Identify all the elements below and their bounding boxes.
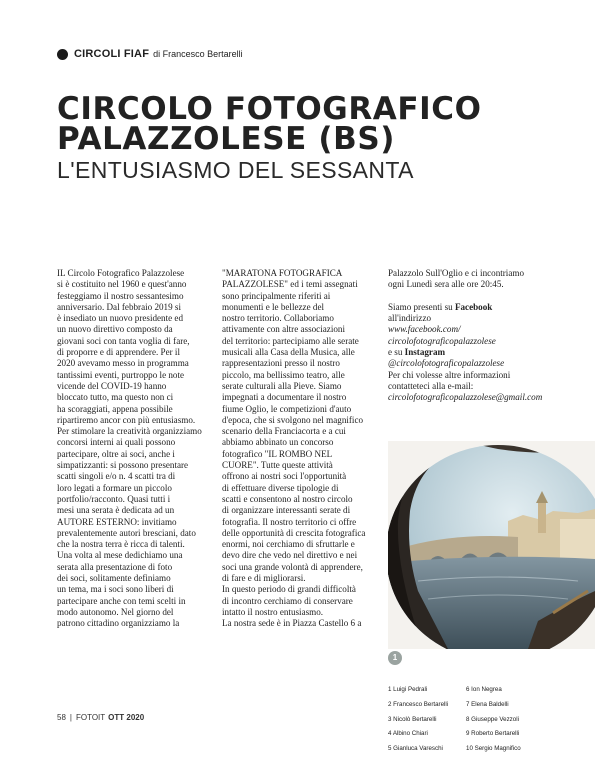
body-column-3 [388,268,558,404]
footer-separator: | [69,713,72,722]
article-title [57,91,537,157]
body-text-line: fiume Oglio, le competizioni d'auto [222,403,352,414]
body-text-line: simpatizzanti: si possono presentare [57,460,189,471]
credits-right-column [466,680,521,760]
bridge-river-photo [388,441,595,649]
body-text-line: "MARATONA FOTOGRAFICA [222,268,343,278]
presence-text: Siamo presenti su [388,301,455,312]
bullet-icon [57,49,68,60]
body-text-line: d'epoca, che si svolgono nel magnifico [222,414,364,425]
facebook-url[interactable]: www.facebook.com/ [388,324,461,335]
body-text-line: La nostra sede è in Piazza Castello 6 a [222,618,362,629]
info-line-1: Per chi volesse altre informazioni [388,369,511,380]
instagram-line [388,347,558,358]
body-text-line: intatto il nostro entusiasmo. [222,606,324,617]
body-text-line: serata alla presentazione di foto [57,561,173,572]
body-text-line: CUORE". Tutte queste attività [222,460,333,471]
article-subtitle: L'ENTUSIASMO DEL SESSANTA [57,157,414,183]
body-text-line: IL Circolo Fotografico Palazzolese [57,268,185,278]
info-line-2: contatteteci alla e-mail: [388,380,474,391]
body-text-line: di incontro cerchiamo di conservare [222,595,353,606]
body-text-line: di organizzare interessanti serate di [222,505,351,516]
body-text-line: di fare e di migliorarsi. [222,573,306,584]
body-text-line: attivamente con altre associazioni [222,324,345,335]
page-number: 58 [57,713,66,722]
body-text-line: loro legati a formare un piccolo [57,482,172,493]
body-text-line: ha scoraggiati, appena possibile [57,403,173,414]
body-text-line: rappresentazioni presso il nostro [222,358,340,369]
facebook-line [388,302,558,313]
body-column-1 [57,268,219,630]
credit-entry: 5 Gianluca Vareschi [388,744,443,752]
body-text-line: monumenti e le bellezze del [222,301,325,312]
instagram-handle[interactable]: @circolofotograficopalazzolese [388,358,505,369]
body-text-line: un nuovo direttivo composto da [57,324,173,335]
body-text-line: patrono cittadino organizziamo la [57,618,180,629]
body-text-line: In questo periodo di grandi difficoltà [222,584,356,595]
title-line-1: CIRCOLO FOTOGRAFICO [57,91,482,127]
body-text-line: festeggiamo il nostro sessantesimo [57,290,184,301]
body-text-line: enormi, noi cerchiamo di sfruttarle e [222,539,355,550]
credit-entry: 6 Ion Negrea [466,686,502,694]
credit-entry: 1 Luigi Pedrali [388,686,428,694]
body-text-line: Una volta al mese dedichiamo una [57,550,183,561]
body-text-line: dei soci, solitamente definiamo [57,573,171,584]
body-text-line: anniversario. Dal febbraio 2019 si [57,301,181,312]
body-text-line: piccolo, ma bellissimo teatro, alle [222,369,345,380]
body-text-line: impegnati a documentare il nostro [222,392,347,403]
body-text-line: di proporre e di apprendere. Per il [57,347,180,358]
credits-left-column [388,680,466,760]
body-text-line: fotografico "IL ROMBO NEL [222,448,333,459]
photo-number-badge: 1 [388,651,402,665]
body-text-line: portfolio/racconto. Quasi tutti i [57,493,171,504]
page-footer [57,713,144,722]
body-text-line: Per stimolare la creatività organizziamo [57,426,202,437]
body-text-line: mesi una serata è dedicata ad un [57,505,175,516]
credit-entry: 7 Elena Baldelli [466,700,509,708]
issue-date: OTT 2020 [108,713,145,722]
body-text-line: è insediato un nuovo presidente ed [57,313,184,324]
credit-entry: 4 Albino Chiari [388,730,428,738]
body-text-line: scatti e consentono al nostro circolo [222,493,353,504]
credit-entry: 2 Francesco Bertarelli [388,700,449,708]
body-text-line: bloccato tutto, ma questo non ci [57,392,174,403]
credit-entry: 10 Sergio Magnifico [466,744,521,752]
body-text-line: di effettuare diverse tipologie di [222,482,339,493]
body-text-line: modo autonomo. Nel giorno del [57,606,174,617]
email-link[interactable]: circolofotograficopalazzolese@gmail.com [388,392,543,403]
facebook-handle[interactable]: circolofotograficopalazzolese [388,335,496,346]
body-text-line: partecipare anche con temi scelti in [57,595,186,606]
body-text-line: fotografia. Il nostro territorio ci offre [222,516,357,527]
body-text-line: delle opportunità di crescita fotografica [222,527,366,538]
credit-entry: 9 Roberto Bertarelli [466,730,520,738]
body-text-line: un tema, ma i soci sono liberi di [57,584,174,595]
photo-credits [388,680,578,760]
body-text-line: tantissimi eventi, purtroppo le note [57,369,185,380]
body-text-line: offrono ai nostri soci l'opportunità [222,471,347,482]
body-text-line: PALAZZOLESE" ed i temi assegnati [222,279,358,290]
section-header [57,46,243,62]
body-text-line: del territorio: partecipiamo alle serate [222,335,359,346]
body-text-line: concorsi interni ai quali possono [57,437,176,448]
body-text-line: sono principalmente riferiti ai [222,290,331,301]
body-text-line: che la nostra terra è ricca di talenti. [57,539,185,550]
body-text-line: 2020 avevamo messo in programma [57,358,189,369]
address-label: all'indirizzo [388,313,432,324]
credit-entry: 3 Nicolò Bertarelli [388,715,437,723]
credit-entry: 8 Giuseppe Vezzoli [466,715,519,723]
body-text-line: giovani soci con tanta voglia di fare, [57,335,190,346]
instagram-prefix: e su [388,347,405,358]
body-text-line: scenario della Franciacorta e a cui [222,426,346,437]
body-text-line: devo dire che vedo nel direttivo e nei [222,550,358,561]
instagram-label: Instagram [404,347,446,358]
body-text-line: serate culturali alla Pieve. Siamo [222,380,342,391]
body-text-line: Palazzolo Sull'Oglio e ci incontriamo [388,268,524,278]
body-text-line: prevalentemente autori bresciani, dato [57,527,196,538]
title-line-2: PALAZZOLESE (BS) [57,121,396,157]
body-text-line: partecipare, oltre ai soci, anche i [57,448,175,459]
facebook-label: Facebook [454,301,493,312]
body-text-line: musicali alla Casa della Musica, alle [222,347,355,358]
magazine-brand: FOTOIT [75,713,106,722]
section-label: CIRCOLI FIAF [74,48,150,60]
body-text-line: si è costituito nel 1960 e quest'anno [57,279,187,290]
body-text-line: ripartiremo ancor con più entusiasmo. [57,414,196,425]
body-text-line: abbiamo abbinato un concorso [222,437,334,448]
article-photo [388,441,595,649]
body-text-line: AUTORE ESTERNO: invitiamo [57,516,177,527]
body-text-line: scatti singoli e/o n. 4 scatti tra di [57,471,176,482]
closing-paragraph [388,268,558,291]
byline: di Francesco Bertarelli [153,49,243,59]
body-column-2 [222,268,384,630]
body-text-line: nostro territorio. Collaboriamo [222,313,334,324]
body-text-line: vicende del COVID-19 hanno [57,380,167,391]
body-text-line: soci una grande volontà di apprendere, [222,561,363,572]
body-text-line: ogni Lunedì sera alle ore 20:45. [388,279,504,290]
